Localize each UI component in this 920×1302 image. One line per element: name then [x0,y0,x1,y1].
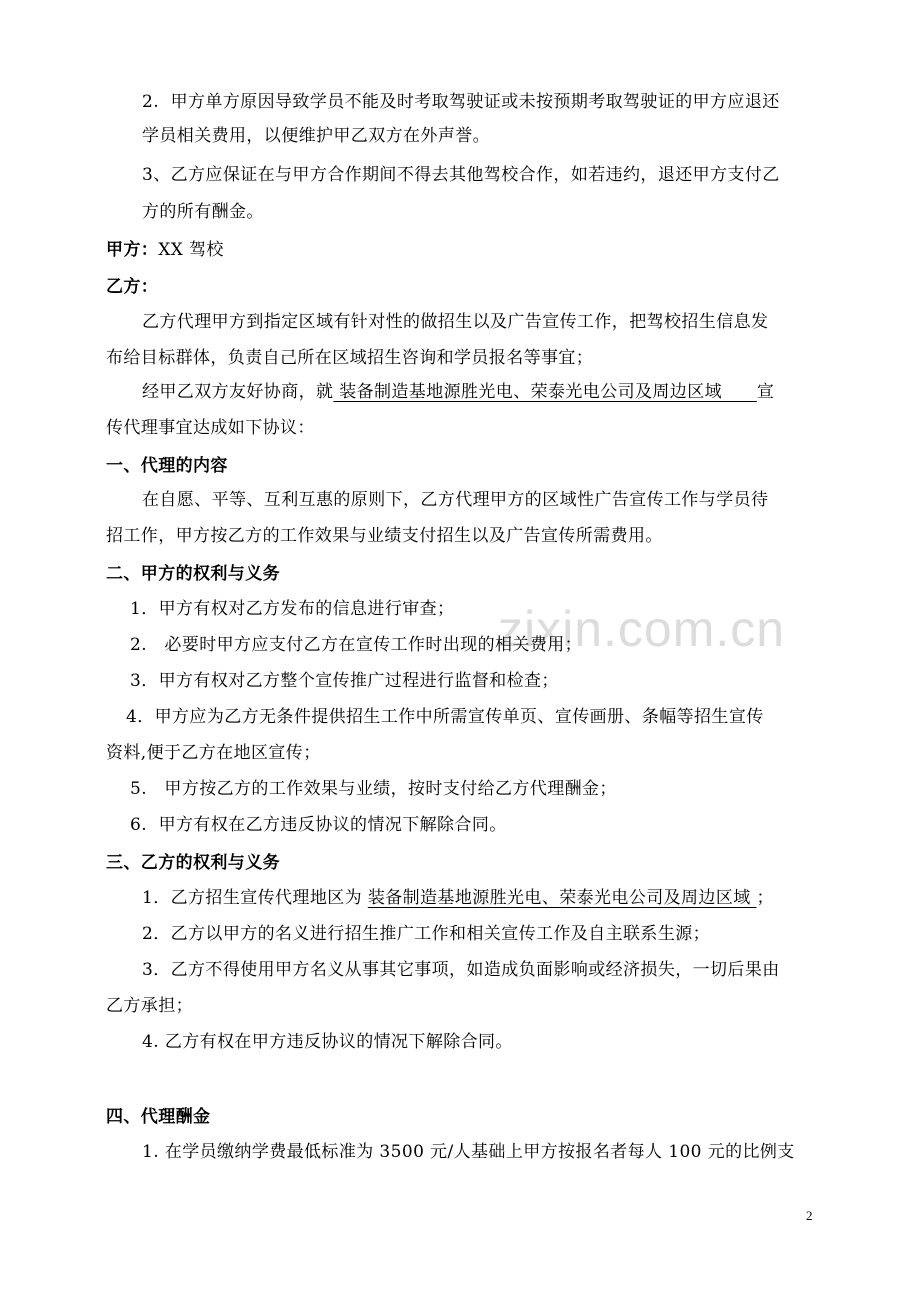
line-text: 1．乙方招生宣传代理地区为 [142,888,368,908]
line-text: 乙方代理甲方到指定区域有针对性的做招生以及广告宣传工作，把驾校招生信息发 [142,312,769,332]
line-text: 3．乙方不得使用甲方名义从事其它事项，如造成负面影响或经济损失，一切后果由 [142,960,780,980]
party-value: XX 驾校 [158,240,224,260]
line-text: 招工作，甲方按乙方的工作效果与业绩支付招生以及广告宣传所需费用。 [106,526,663,546]
line-text: 2. 甲方单方原因导致学员不能及时考取驾驶证或未按预期考取驾驶证的甲方应退还 [142,92,780,112]
line-text: 4．甲方应为乙方无条件提供招生工作中所需宣传单页、宣传画册、条幅等招生宣传 [126,707,764,727]
paragraph-line [0,488,920,512]
line-text: 1. 在学员缴纳学费最低标准为 3500 元/人基础上甲方按报名者每人 100 元的比例支 [142,1142,795,1162]
line-text: 方的所有酬金。 [142,202,264,222]
section-heading-text: 一、代理的内容 [106,456,228,476]
line-text-tail: 宣 [756,382,775,402]
paragraph-line [0,994,920,1018]
paragraph-line [0,1030,920,1054]
section-heading [0,1105,920,1129]
line-text: 6. 甲方有权在乙方违反协议的情况下解除合同。 [130,815,507,835]
region-fill-in: 装备制造基地源胜光电、荣泰光电公司及周边区域 [367,888,757,908]
paragraph-line [0,669,920,693]
paragraph-line [0,200,920,224]
paragraph-line [0,633,920,657]
region-fill-in: 装备制造基地源胜光电、荣泰光电公司及周边区域 [333,382,757,402]
paragraph-line [0,524,920,548]
paragraph-line [0,705,920,729]
paragraph-line [0,1140,920,1164]
page-number: 2 [806,1208,813,1223]
line-text: 2．乙方以甲方的名义进行招生推广工作和相关宣传工作及自主联系生源； [142,924,711,944]
paragraph-line [0,380,920,404]
paragraph-line [0,310,920,334]
line-text: 传代理事宜达成如下协议： [106,418,315,438]
paragraph-line [0,958,920,982]
section-heading [0,851,920,875]
line-text: 乙方承担； [106,996,193,1016]
section-heading [0,454,920,478]
section-heading-text: 三、乙方的权利与义务 [106,853,280,873]
line-text: 学员相关费用，以便维护甲乙双方在外声誉。 [142,126,490,146]
paragraph-line [0,416,920,440]
paragraph-line [0,922,920,946]
line-text: 在自愿、平等、互利互惠的原则下，乙方代理甲方的区域性广告宣传工作与学员待 [142,490,769,510]
line-text: 1．甲方有权对乙方发布的信息进行审查； [130,599,455,619]
watermark: zixin.com.cn [498,601,786,657]
line-text: 2. 必要时甲方应支付乙方在宣传工作时出现的相关费用； [130,635,583,655]
paragraph-line [0,124,920,148]
paragraph-line [0,163,920,187]
party-line [0,238,920,262]
line-text: 3、乙方应保证在与甲方合作期间不得去其他驾校合作，如若违约，退还甲方支付乙 [142,165,780,185]
line-text: 4. 乙方有权在甲方违反协议的情况下解除合同。 [142,1032,513,1052]
paragraph-line [0,90,920,114]
line-text: 5. 甲方按乙方的工作效果与业绩，按时支付给乙方代理酬金； [130,779,617,799]
line-text: 经甲乙双方友好协商，就 [142,382,334,402]
paragraph-line [0,597,920,621]
party-label: 甲方： [106,240,159,260]
line-text: 3．甲方有权对乙方整个宣传推广过程进行监督和检查； [130,671,559,691]
paragraph-line [0,346,920,370]
paragraph-line [0,741,920,765]
party-label: 乙方： [106,277,159,297]
section-heading-text: 四、代理酬金 [106,1107,211,1127]
line-text: 资料,便于乙方在地区宣传； [106,743,321,763]
paragraph-line [0,813,920,837]
paragraph-line [0,886,920,910]
line-text-tail: ； [756,888,774,908]
paragraph-line [0,777,920,801]
section-heading-text: 二、甲方的权利与义务 [106,564,280,584]
party-line [0,275,920,299]
line-text: 布给目标群体，负责自己所在区域招生咨询和学员报名等事宜； [106,348,594,368]
section-heading [0,562,920,586]
